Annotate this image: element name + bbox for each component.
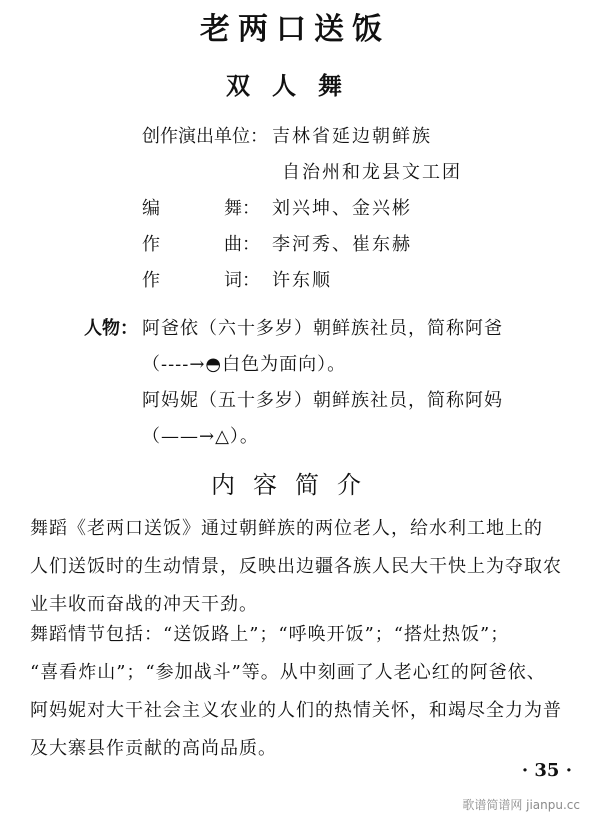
- document-subtitle: 双人舞: [226, 71, 364, 100]
- summary-paragraph-1-line-2: 人们送饭时的生动情景，反映出边疆各族人民大干快上为夺取农: [30, 556, 562, 577]
- credit-label-choreography-part2: 舞：: [224, 198, 260, 219]
- credit-value-unit-line2: 自治州和龙县文工团: [282, 162, 462, 183]
- summary-paragraph-1-line-1: 舞蹈《老两口送饭》通过朝鲜族的两位老人，给水利工地上的: [30, 518, 543, 539]
- character-line-4: （——→△）。: [142, 426, 259, 447]
- summary-paragraph-2-line-4: 及大寨县作贡献的高尚品质。: [30, 738, 277, 759]
- credit-label-lyrics-part2: 词：: [224, 270, 260, 291]
- page-number: · 35 ·: [521, 760, 572, 781]
- credit-value-lyrics: 许东顺: [272, 270, 332, 291]
- credit-label-music: [142, 230, 260, 256]
- credit-label-music-part1: 作: [142, 234, 160, 255]
- credit-label-unit: 创作演出单位：: [142, 126, 268, 147]
- credit-label-music-part2: 曲：: [224, 234, 260, 255]
- credit-value-choreography: 刘兴坤、金兴彬: [272, 198, 412, 219]
- character-line-1: 阿爸依（六十多岁）朝鲜族社员，简称阿爸: [142, 318, 503, 339]
- credit-label-lyrics: [142, 266, 260, 292]
- watermark-text: 歌谱简谱网 jianpu.cc: [462, 798, 580, 812]
- summary-title: 内容简介: [211, 471, 379, 499]
- credit-label-choreography: [142, 194, 260, 220]
- credit-value-unit: 吉林省延边朝鲜族: [272, 126, 432, 147]
- summary-paragraph-1-line-3: 业丰收而奋战的冲天干劲。: [30, 594, 258, 615]
- credit-label-choreography-part1: 编: [142, 198, 160, 219]
- summary-paragraph-2-line-2: “喜看炸山”；“参加战斗”等。从中刻画了人老心红的阿爸依、: [30, 662, 546, 683]
- character-line-2: （----→◓白色为面向）。: [142, 354, 347, 375]
- summary-paragraph-2-line-1: 舞蹈情节包括：“送饭路上”；“呼唤开饭”；“搭灶热饭”；: [30, 624, 510, 645]
- summary-paragraph-1: [30, 510, 570, 624]
- summary-paragraph-2-line-3: 阿妈妮对大干社会主义农业的人们的热情关怀，和竭尽全力为普: [30, 700, 562, 721]
- character-line-3: 阿妈妮（五十多岁）朝鲜族社员，简称阿妈: [142, 390, 503, 411]
- document-title: 老两口送饭: [200, 12, 390, 47]
- characters-label: 人物：: [84, 318, 138, 339]
- credit-value-music: 李河秀、崔东赫: [272, 234, 412, 255]
- summary-paragraph-2: [30, 616, 570, 768]
- credit-label-lyrics-part1: 作: [142, 270, 160, 291]
